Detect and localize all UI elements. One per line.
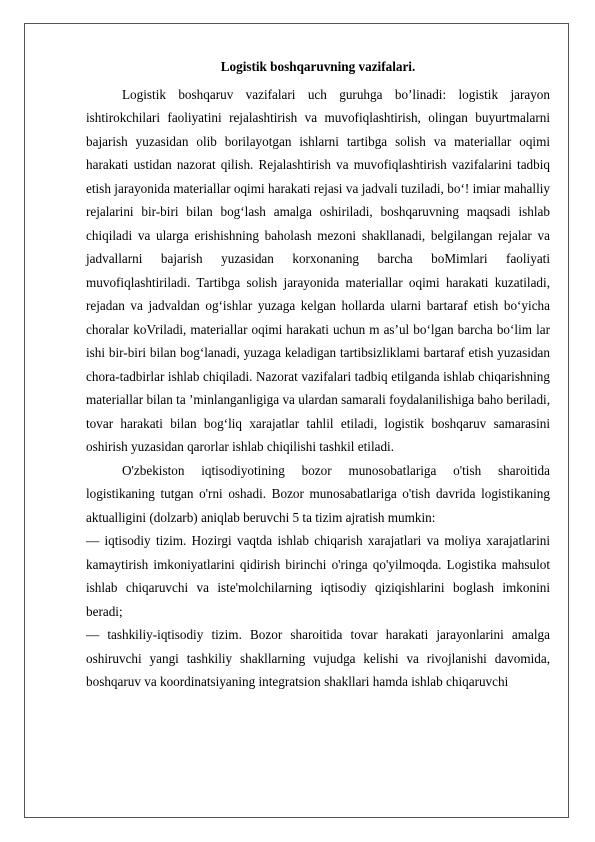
paragraph-uzbekistan: O'zbekiston iqtisodiyotining bozor munosobatlariga o'tish sharoitida logistikaning tutgan o'rni oshadi. Bozor munosabatlariga o'tish davrida logistikaning aktualligini (dolzarb) aniqlab beruvchi 5 ta tizim ajratish mumkin: [86,462,550,525]
paragraph-economic-system: — iqtisodiy tizim. Hozirgi vaqtda ishlab chiqarish xarajatlari va moliya xarajatlarini kamaytirish imkoniyatlarini qidirish birinchi o'ringa qo'yilmoqda. Logistika mahsulot ishlab chiqaruvchi va iste'molchilarning iqtisodiy qiziqishlarini boglash imkonini beradi; [86,533,550,619]
document-title: Logistik boshqaruvning vazifalari. [220,59,416,74]
paragraph-organizational-system: — tashkiliy-iqtisodiy tizim. Bozor sharoitida tovar harakati jarayonlarini amalga oshiruvchi yangi tashkiliy shakllarning vujudga kelishi va rivojlanishi davomida, boshqaruv va koordinatsiyaning integratsion shakllari hamda ishlab chiqaruvchi [86,627,550,689]
paragraph-functions: Logistik boshqaruv vazifalari uch guruhga bo’linadi: logistik jarayon ishtirokchilari faoliyatini rejalashtirish va muvofiqlashtirish, olingan buyurtmalarni bajarish yuzasidan olib borilayotgan ishlarni tartibga solish va materiallar oqimi harakati ustidan nazorat qilish. Rejalashtirish va muvofiqlashtirish vazifalarini tadbiq etish jarayonida materiallar oqimi harakati rejasi va jadvali tuziladi, bo‘! imiar mahalliy rejalarini bir-biri bilan bog‘lash amalga oshiriladi, boshqaruvning maqsadi ishlab chiqiladi va ularga erishishning baholash mezoni shakllanadi, belgilangan rejalar va jadvallarni bajarish yuzasidan korxonaning barcha boMimlari faoliyati muvofiqlashtiriladi. Tartibga solish jarayonida materiallar oqimi harakati kuzatiladi, rejadan va jadvaldan og‘ishlar yuzaga kelgan hollarda ularni bartaraf etish bo‘yicha choralar koVriladi, materiallar oqimi harakati uchun m as’ul bo‘lgan barcha bo‘lim lar ishi bir-biri bilan bog‘lanadi, yuzaga keladigan tartibsizliklami bartaraf etish yuzasidan chora-tadbirlar ishlab chiqiladi. Nazorat vazifalari tadbiq etilganda ishlab chiqarishning materiallar bilan ta ’minlanganligiga va ulardan samarali foydalanilishiga baho beriladi, tovar harakati bilan bog‘liq xarajatlar tahlil etiladi, logistik boshqaruv samarasini oshirish yuzasidan qarorlar ishlab chiqilishi tashkil etiladi. [86,86,550,454]
document-body [86,55,550,694]
